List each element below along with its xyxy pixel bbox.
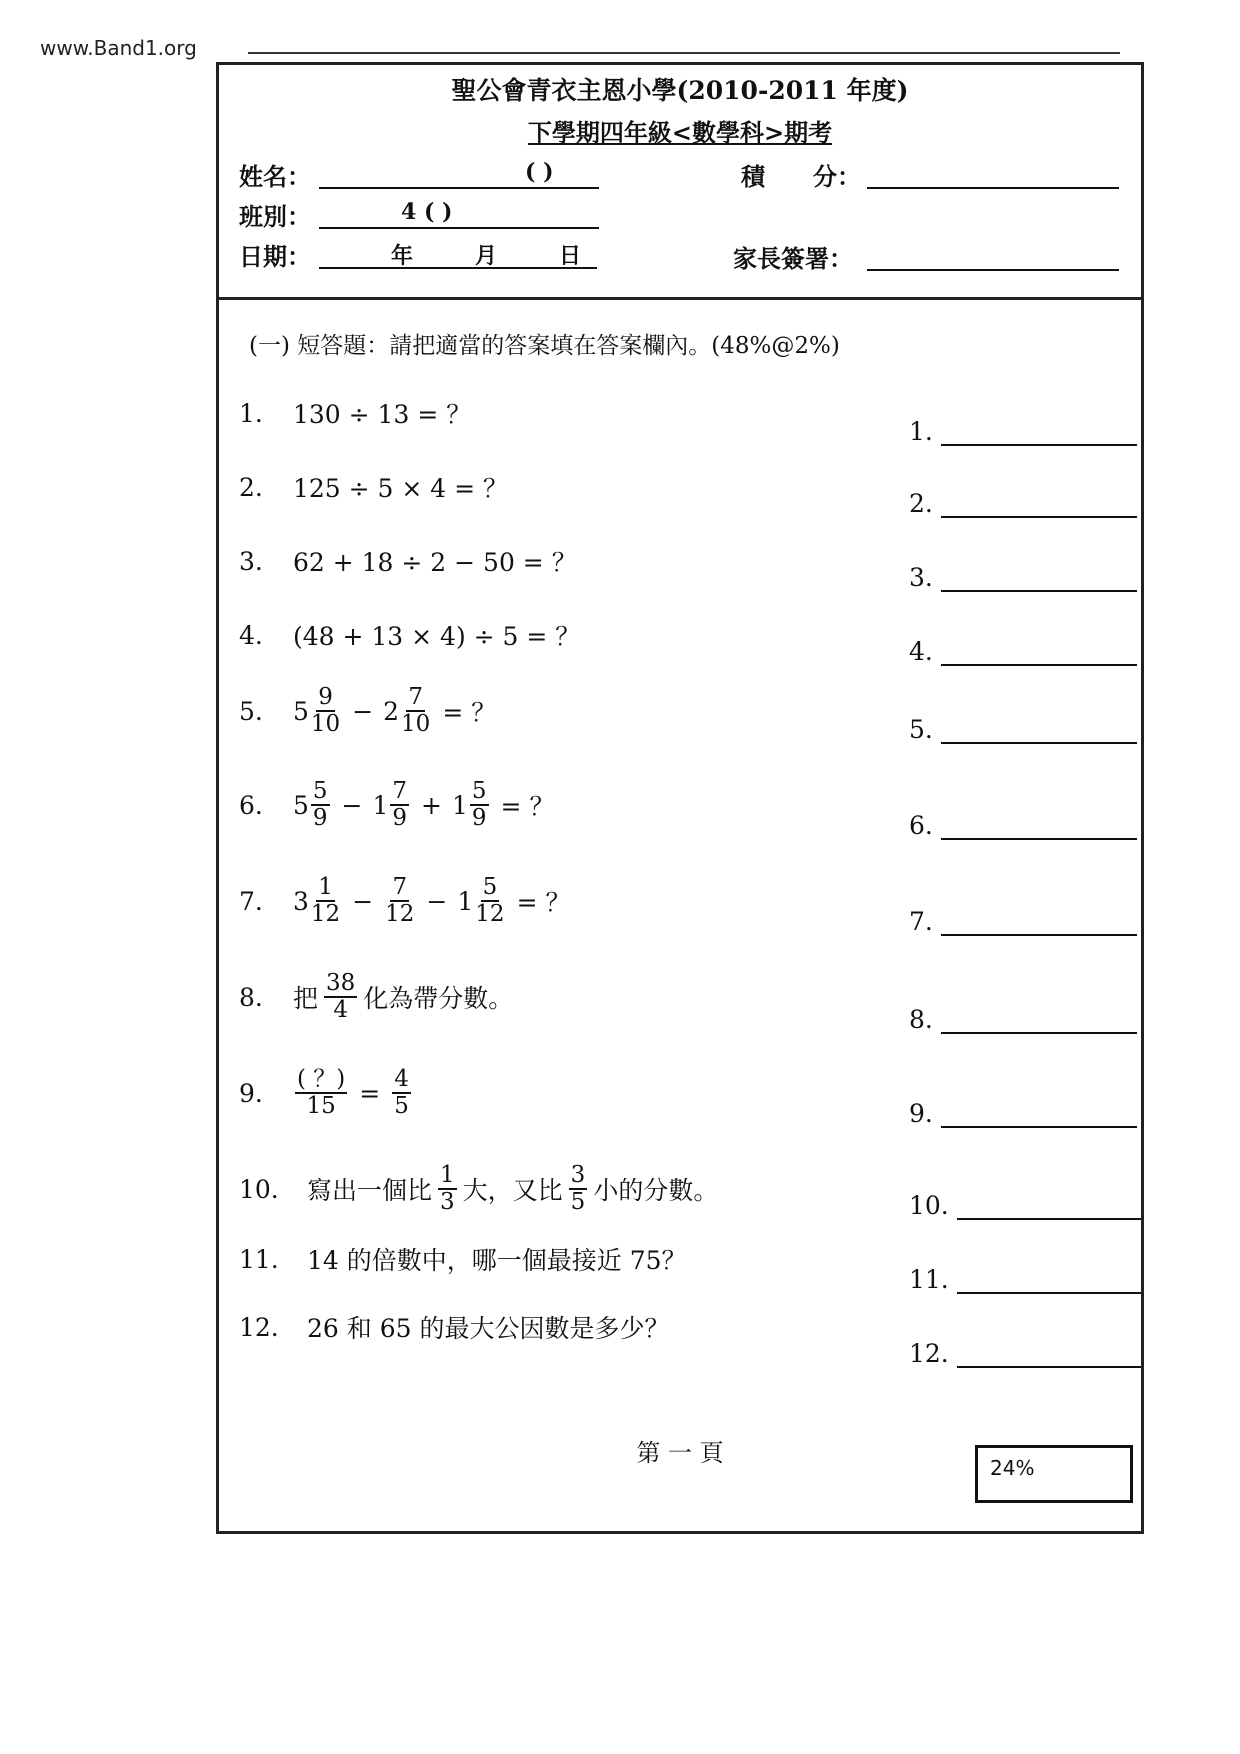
question-number: 4.	[239, 620, 263, 650]
denominator: 4	[333, 997, 348, 1024]
fraction	[311, 875, 340, 928]
question-expression	[293, 779, 554, 832]
question-middle: 大，又比	[462, 1176, 563, 1206]
answer-label: 5.	[909, 715, 933, 744]
class-field[interactable]	[319, 227, 599, 229]
numerator: 5	[470, 779, 489, 806]
question-1	[239, 395, 471, 431]
whole-part: 5	[293, 696, 309, 726]
fraction	[324, 971, 357, 1024]
date-label: 日期：	[239, 242, 311, 271]
answer-label: 11.	[909, 1265, 949, 1294]
answer-label: 8.	[909, 1005, 933, 1034]
numerator: 38	[324, 971, 357, 998]
question-12	[239, 1309, 669, 1345]
denominator: 12	[385, 901, 415, 928]
question-9	[239, 1067, 413, 1120]
answer-line[interactable]	[957, 1196, 1141, 1220]
question-number: 9.	[239, 1078, 263, 1108]
denominator: 15	[306, 1093, 336, 1120]
denominator: 10	[310, 711, 341, 738]
mixed-number	[457, 875, 506, 928]
exam-title-text: 下學期四年級<數學科>期考	[527, 118, 833, 147]
question-number: 12.	[239, 1312, 279, 1342]
question-suffix: 小的分數。	[593, 1176, 719, 1206]
answer-11[interactable]	[909, 1265, 1141, 1294]
mixed-number	[373, 779, 412, 832]
answer-2[interactable]	[909, 489, 1137, 518]
page-number: 第 一 頁	[636, 1439, 724, 1467]
question-number: 6.	[239, 790, 263, 820]
section-score-box: 24%	[975, 1445, 1133, 1503]
question-tail: = ？	[442, 698, 497, 728]
question-number: 3.	[239, 546, 263, 576]
numerator: 3	[569, 1163, 588, 1190]
question-number: 2.	[239, 472, 263, 502]
answer-line[interactable]	[941, 912, 1137, 936]
answer-6[interactable]	[909, 811, 1137, 840]
question-number: 5.	[239, 696, 263, 726]
numerator: 5	[481, 875, 500, 902]
answer-line[interactable]	[941, 642, 1137, 666]
question-4	[239, 617, 580, 653]
answer-line[interactable]	[941, 494, 1137, 518]
parent-signature-field[interactable]	[867, 269, 1119, 271]
question-text: 130 ÷ 13 = ？	[293, 400, 472, 429]
question-expression	[307, 1163, 718, 1216]
answer-7[interactable]	[909, 907, 1137, 936]
answer-1[interactable]	[909, 417, 1137, 446]
answer-label: 6.	[909, 811, 933, 840]
fraction	[569, 1163, 588, 1216]
operator: −	[352, 696, 374, 726]
question-text: (48 + 13 × 4) ÷ 5 = ？	[293, 622, 581, 651]
answer-4[interactable]	[909, 637, 1137, 666]
question-tail: = ？	[500, 792, 555, 822]
fraction	[438, 1163, 457, 1216]
mixed-number	[452, 779, 491, 832]
answer-line[interactable]	[957, 1344, 1141, 1368]
denominator: 9	[392, 805, 408, 832]
answer-line[interactable]	[941, 422, 1137, 446]
whole-part: 1	[372, 790, 389, 820]
denominator: 5	[570, 1189, 586, 1216]
numerator: 1	[438, 1163, 457, 1190]
answer-12[interactable]	[909, 1339, 1141, 1368]
answer-5[interactable]	[909, 715, 1137, 744]
answer-label: 2.	[909, 489, 933, 518]
answer-line[interactable]	[941, 1010, 1137, 1034]
exam-paper	[216, 62, 1144, 1534]
question-expression	[293, 875, 570, 928]
question-5	[239, 685, 496, 738]
question-tail: = ？	[516, 888, 571, 918]
numerator: 7	[390, 779, 409, 806]
date-year: 年	[391, 243, 414, 269]
answer-label: 7.	[909, 907, 933, 936]
answer-line[interactable]	[941, 816, 1137, 840]
question-10	[239, 1163, 718, 1216]
numerator: ( ？)	[295, 1067, 347, 1094]
denominator: 9	[471, 805, 487, 832]
denominator: 12	[310, 901, 341, 928]
answer-label: 3.	[909, 563, 933, 592]
question-text: 62 + 18 ÷ 2 − 50 = ？	[293, 548, 577, 577]
numerator: 4	[392, 1067, 411, 1094]
fraction	[401, 685, 430, 738]
denominator: 3	[440, 1189, 455, 1216]
whole-part: 2	[383, 696, 400, 726]
name-label: 姓名：	[239, 162, 311, 191]
whole-part: 1	[457, 886, 474, 916]
fraction	[475, 875, 504, 928]
operator: −	[426, 886, 448, 916]
denominator: 9	[312, 805, 328, 832]
mixed-number	[293, 875, 342, 928]
answer-label: 12.	[909, 1339, 949, 1368]
operator: −	[341, 790, 363, 820]
answer-line[interactable]	[941, 568, 1137, 592]
question-number: 1.	[239, 398, 263, 428]
question-number: 11.	[239, 1244, 279, 1274]
numerator: 7	[406, 685, 425, 712]
question-expression	[293, 685, 496, 738]
answer-8[interactable]	[909, 1005, 1137, 1034]
whole-part: 3	[293, 886, 309, 916]
date-day: 日	[559, 243, 582, 269]
question-text: 26 和 65 的最大公因數是多少？	[307, 1314, 670, 1343]
fraction	[311, 779, 330, 832]
fraction	[385, 875, 414, 928]
question-text: 14 的倍數中，哪一個最接近 75？	[307, 1246, 687, 1275]
denominator: 10	[401, 711, 431, 738]
school-title: 聖公會青衣主恩小學(2010-2011 年度)	[451, 76, 909, 105]
question-text: 125 ÷ 5 × 4 = ？	[293, 474, 509, 503]
date-field[interactable]	[319, 267, 597, 269]
question-7	[239, 875, 570, 928]
denominator: 12	[475, 901, 505, 928]
answer-label: 9.	[909, 1099, 933, 1128]
class-number-paren: ( )	[525, 159, 554, 185]
answer-line[interactable]	[957, 1270, 1141, 1294]
operator: +	[421, 790, 442, 820]
question-expression	[293, 1067, 413, 1120]
equals-sign: =	[359, 1078, 381, 1108]
answer-label: 10.	[909, 1191, 949, 1220]
answer-label: 1.	[909, 417, 933, 446]
whole-part: 5	[293, 790, 309, 820]
answer-line[interactable]	[941, 1104, 1137, 1128]
class-value: 4 ( )	[401, 199, 453, 225]
question-prefix: 把	[293, 984, 319, 1014]
mixed-number	[293, 685, 342, 738]
mixed-number	[383, 685, 432, 738]
fraction	[390, 779, 409, 832]
fraction	[392, 1067, 411, 1120]
score-field[interactable]	[867, 187, 1119, 189]
question-suffix: 化為帶分數。	[363, 984, 514, 1014]
mixed-number	[293, 779, 332, 832]
question-8	[239, 971, 513, 1024]
question-3	[239, 543, 577, 579]
numerator: 5	[311, 779, 330, 806]
date-month: 月	[475, 243, 498, 269]
answer-3[interactable]	[909, 563, 1137, 592]
question-expression	[293, 971, 513, 1024]
top-rule	[248, 52, 1120, 54]
parent-signature-label: 家長簽署：	[733, 244, 853, 273]
fraction	[311, 685, 340, 738]
watermark: www.Band1.org	[40, 36, 197, 60]
question-2	[239, 469, 508, 505]
score-label: 積 分：	[741, 162, 861, 191]
section-instructions: (一) 短答題：請把適當的答案填在答案欄內。(48%@2%)	[249, 333, 840, 359]
operator: −	[352, 886, 374, 916]
exam-title	[219, 113, 1141, 148]
numerator: 7	[390, 875, 409, 902]
header-divider	[219, 297, 1141, 300]
answer-line[interactable]	[941, 720, 1137, 744]
class-label: 班別：	[239, 202, 311, 231]
question-6	[239, 779, 554, 832]
numerator: 9	[316, 685, 335, 712]
denominator: 5	[394, 1093, 409, 1120]
answer-9[interactable]	[909, 1099, 1137, 1128]
question-number: 7.	[239, 886, 263, 916]
question-number: 10.	[239, 1174, 279, 1204]
question-11	[239, 1241, 687, 1277]
question-prefix: 寫出一個比	[307, 1176, 433, 1206]
whole-part: 1	[452, 790, 468, 820]
fraction	[470, 779, 489, 832]
question-number: 8.	[239, 982, 263, 1012]
numerator: 1	[316, 875, 335, 902]
answer-label: 4.	[909, 637, 933, 666]
answer-10[interactable]	[909, 1191, 1141, 1220]
name-field[interactable]	[319, 187, 599, 189]
fraction	[295, 1067, 347, 1120]
